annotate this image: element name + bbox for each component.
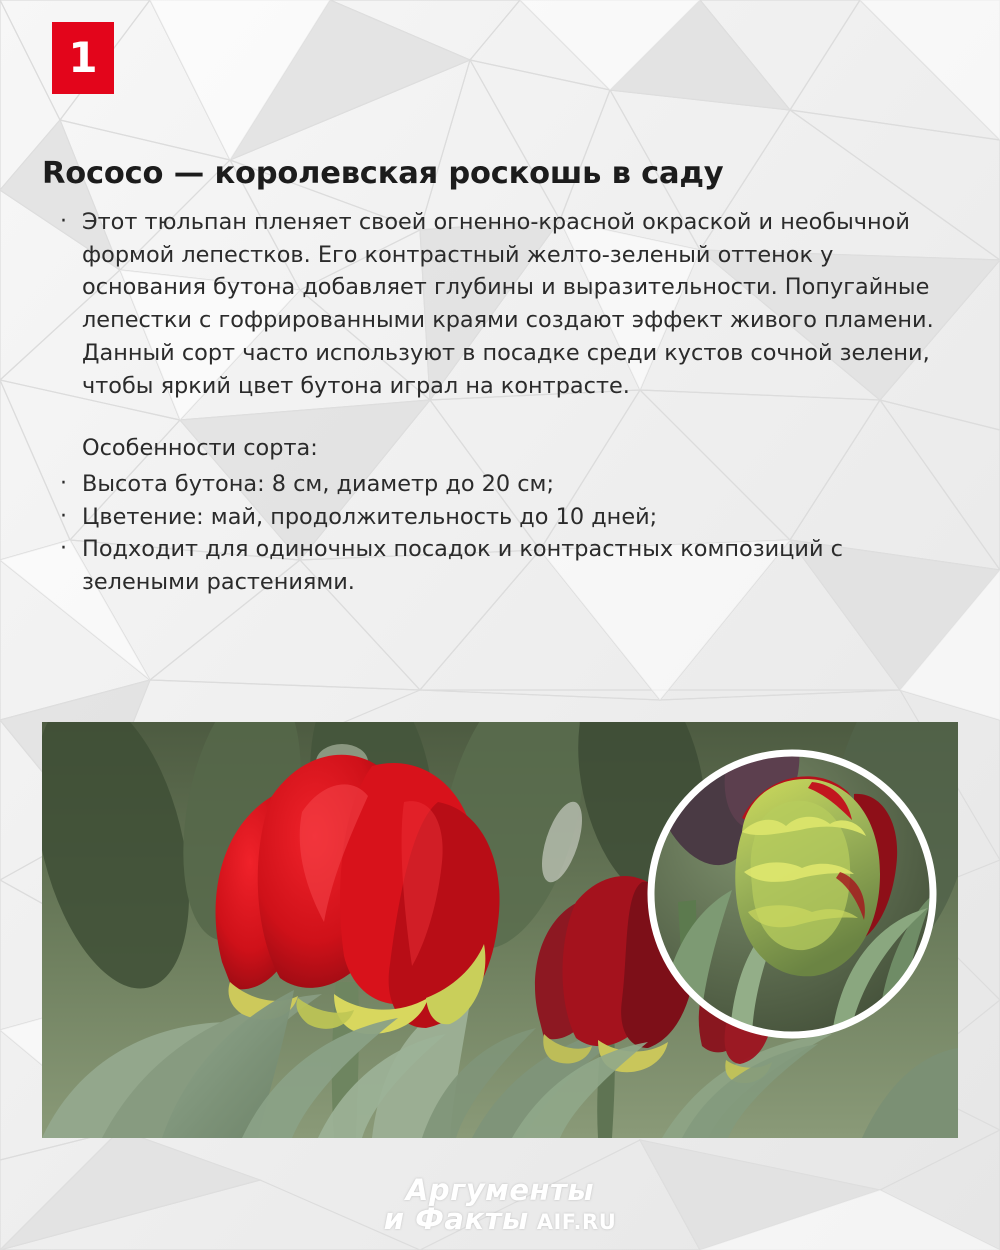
feature-text: Высота бутона: 8 см, диаметр до 20 см; [82,470,554,497]
spacer [60,402,950,432]
tulip-photo [42,722,958,1138]
list-item [60,533,950,598]
bullet-glyph: · [60,470,67,496]
article-body [60,206,950,599]
list-item [60,501,950,534]
logo-line-2: и Факты [383,1202,529,1236]
aif-logo [0,1173,1000,1236]
bullet-glyph: · [60,536,67,562]
logo-domain: AIF.RU [536,1210,617,1234]
logo-line-1: Аргументы [405,1173,595,1207]
logo-line-2-wrap [383,1202,617,1236]
item-number: 1 [68,33,98,82]
feature-text: Цветение: май, продолжительность до 10 дней; [82,503,658,530]
page-title: Rococo — королевская роскошь в саду [42,156,724,192]
intro-text: Этот тюльпан пленяет своей огненно-красной окраской и необычной формой лепестков. Его контрастный желто-зеленый оттенок у основания бутона добавляет глубины и выразительности. Попугайные лепестки с гофрированными краями создают эффект живого пламени. Данный сорт часто используют в посадке среди кустов сочной зелени, чтобы яркий цвет бутона играл на контрасте. [82,209,934,399]
features-heading: Особенности сорта: [82,435,318,462]
bullet-glyph: · [60,209,67,234]
list-item [60,468,950,501]
feature-text: Подходит для одиночных посадок и контрастных композиций с зелеными растениями. [82,536,843,596]
item-number-badge [52,22,114,94]
intro-paragraph [60,206,950,402]
bullet-glyph: · [60,503,67,529]
